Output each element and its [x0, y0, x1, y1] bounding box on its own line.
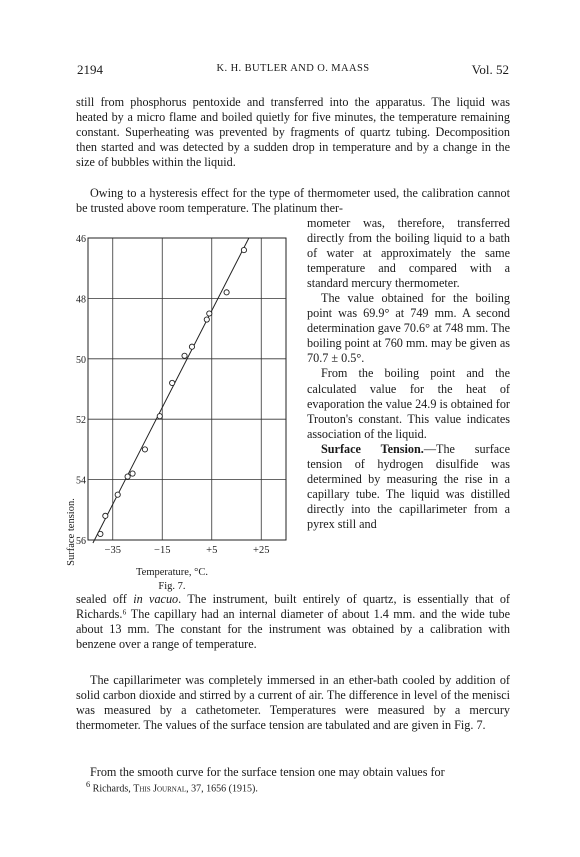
paragraph-smooth-curve: From the smooth curve for the surface tension one may obtain values for [90, 765, 445, 779]
data-point [207, 311, 212, 316]
paragraph-surface-tension: Surface Tension.—The surface tension of hydrogen disulfide was determined by measuring the rise in a capillary tube. The liquid was distilled directly into the capillarimeter from a pyrex still and [307, 441, 510, 531]
data-point [224, 290, 229, 295]
data-point [130, 471, 135, 476]
running-head [77, 62, 509, 80]
paragraph-continued: still from phosphorus pentoxide and transferred into the apparatus. The liquid was heated by a micro flame and boiled quietly for five minutes, the temperature remaining constant. Superheating was prevented by fragments of quartz tubing. Decomposition then started and was detected by a sudden drop in temperature and by a change in the size of bubbles within the liquid. [76, 95, 510, 170]
data-point [98, 531, 103, 536]
figure-7 [44, 228, 306, 594]
y-axis-label: Surface tension. [66, 498, 77, 566]
data-point [170, 380, 175, 385]
y-tick-label: 50 [76, 354, 86, 366]
x-axis-label: Temperature, °C. [136, 567, 208, 578]
paragraph-instrument: sealed off in vacuo. The instrument, built entirely of quartz, is essentially that of Richards.⁶ The capillary had an internal diameter of about 1.4 mm. and the wide tube about 13 mm. The constant for the instrument was obtained by a calibration with benzene over a range of temperature. [76, 592, 510, 652]
y-tick-label: 56 [76, 536, 86, 547]
running-head-authors: K. H. BUTLER AND O. MAASS [216, 63, 370, 74]
data-point [189, 344, 194, 349]
y-tick-label: 52 [76, 415, 86, 427]
y-tick-label: 46 [76, 234, 86, 245]
data-point [241, 247, 246, 252]
footnote: $^6$ Richards, This Journal, 37, 1656 (1915). [86, 780, 258, 795]
data-point [115, 492, 120, 497]
section-heading: Surface Tension. [321, 441, 424, 456]
data-point [204, 317, 209, 322]
y-tick-label: 54 [76, 475, 86, 487]
paragraph-hysteresis: Owing to a hysteresis effect for the type of thermometer used, the calibration cannot be trusted above room temperature. The platinum ther- [76, 186, 510, 216]
paragraph-thermometer: mometer was, therefore, transferred directly from the boiling liquid to a bath of water at approximately the same temperature and compared with a standard mercury thermometer. [307, 216, 510, 291]
paragraph-capillarimeter: The capillarimeter was completely immersed in an ether-bath cooled by addition of solid carbon dioxide and stirred by a current of air. The difference in level of the menisci was measured by a cathetometer. Temperatures were measured by a mercury thermometer. The values of the surface tension are tabulated and are given in Fig. 7. [76, 673, 510, 733]
x-tick-label: −35 [104, 545, 121, 556]
paragraph-boiling-point: The value obtained for the boiling point was 69.9° at 749 mm. A second determination gave 70.6° at 748 mm. The boiling point at 760 mm. may be given as 70.7 ± 0.5°. [307, 291, 510, 366]
data-point [125, 474, 130, 479]
data-point [103, 513, 108, 518]
data-point [142, 447, 147, 452]
paragraph-heat-evaporation: From the boiling point and the calculated value for the heat of evaporation the value 24.9 is obtained for Trouton's constant. This value indicates association of the liquid. [307, 366, 510, 441]
page-number: 2194 [77, 62, 103, 77]
x-tick-label: +5 [206, 545, 218, 556]
wrapped-text-column [307, 216, 510, 532]
volume-label: Vol. 52 [471, 62, 509, 77]
data-point [157, 414, 162, 419]
figure-caption: Fig. 7. [158, 581, 186, 592]
y-tick-label: 48 [76, 294, 86, 306]
x-tick-label: +25 [253, 545, 270, 556]
surface-tension-chart [44, 228, 306, 568]
x-tick-label: −15 [154, 545, 171, 556]
data-point [182, 353, 187, 358]
